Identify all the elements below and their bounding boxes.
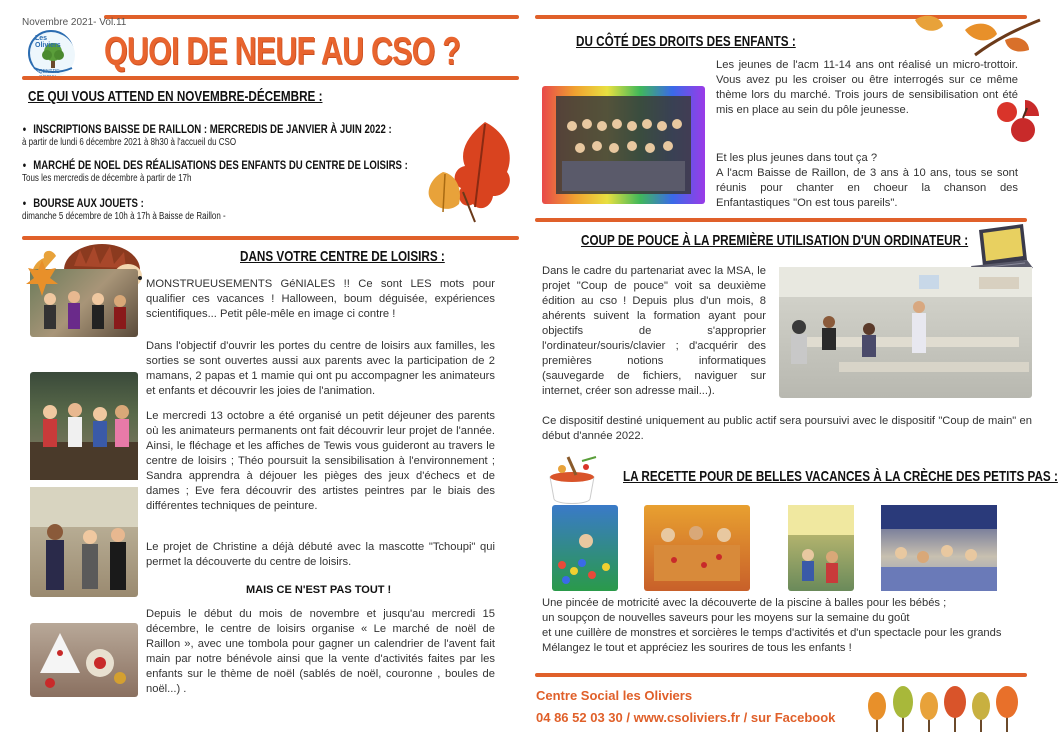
- logo-text: Les Oliviers: [35, 35, 61, 49]
- bullet-icon: •: [22, 196, 27, 210]
- droits-paragraph-1: Les jeunes de l'acm 11-14 ans ont réalisé un micro-trottoir. Vous avez pu les croiser ou être interrogés sur ce même thème lors du marché. Trois jours de sensibilisation ont été mis en place au sein du pôle jeunesse.: [716, 59, 1018, 116]
- loisirs-paragraph-3: Le mercredi 13 octobre a été organisé un petit déjeuner des parents où les animateurs permanents ont fait découvrir leur projet de l'année. Ainsi, le fléchage et les affiches de Tewis vous guideront au travers le centre de loisirs ; Théo poursuit la sensibilisation à l'environnement ; Sandra apprendra à déjouer les pièges des jeux d'échecs et de dames ; Eve fera découvrir des artistes peintres par le biais des différentes techniques de peinture.: [146, 410, 495, 512]
- ball-pool-icon: [552, 505, 618, 591]
- children-rights-photo: [542, 86, 705, 204]
- loisirs-paragraph-5: Depuis le début du mois de novembre et jusqu'au mercredi 15 décembre, le centre de loisirs organise « Le marché de noël de Raillon », avec une tombola pour gagner un calendrier de l'avent fait main par notre bénévole ainsi que la vente d'activités faites par les enfants sur le thème de noël (sablés de noël, couronne , boules de noël...) .: [146, 608, 495, 695]
- tasting-week-photo: [644, 505, 750, 591]
- computer-training-photo: [779, 267, 1032, 398]
- people-group-icon: [30, 487, 138, 597]
- children-table-icon: [644, 505, 750, 591]
- creche-heading: LA RECETTE POUR DE BELLES VACANCES À LA CRÈCHE DES PETITS PAS :: [623, 468, 1058, 485]
- outing-photo: [30, 372, 138, 480]
- creche-line: Une pincée de motricité avec la découverte de la piscine à balles pour les bébés ;: [542, 597, 947, 609]
- agenda-item-title: • MARCHÉ DE NOEL DES RÉALISATIONS DES ENFANTS DU CENTRE DE LOISIRS :: [22, 158, 408, 172]
- footer-organization-name: Centre Social les Oliviers: [536, 688, 693, 703]
- agenda-item-sub: Tous les mercredis de décembre à partir de 17h: [22, 173, 192, 184]
- loisirs-paragraph-2: Dans l'objectif d'ouvrir les portes du centre de loisirs aux familles, les sorties se sont ouvertes aussi aux parents avec la participation de 2 mamans, 2 papas et 1 mamie qui ont pu accompagner les animateurs et enfants et découvrir les joies de l'animation.: [146, 340, 495, 397]
- loisirs-paragraph-1: MONSTRUEUSEMENTS GéNIALES !! Ce sont LES mots pour qualifier ces vacances ! Halloween, boum déguisée, expériences scientifiques... Petit pêle-mêle en image ci contre !: [146, 278, 495, 320]
- top-rule-left: [104, 15, 519, 19]
- creche-line: et une cuillère de monstres et sorcières le temps d'activités et d'un spectacle pour les grands: [542, 627, 1002, 639]
- children-group-icon: [542, 86, 705, 204]
- bullet-icon: •: [22, 122, 27, 136]
- autumn-leaves-icon: [415, 112, 525, 232]
- activity-room-photo: [788, 505, 854, 591]
- agenda-heading: CE QUI VOUS ATTEND EN NOVEMBRE-DÉCEMBRE :: [28, 88, 323, 105]
- creche-text: [542, 596, 1032, 656]
- ordinateur-paragraph-1: Dans le cadre du partenariat avec la MSA, le projet "Coup de pouce" voit sa deuxième édition au cso ! Depuis plus d'un mois, 8 ahérents suivent la formation ayant pour objectifs de s'approprier l'ordinateur/souris/clavier ; d'acquérir des premières notions informatiques (sauvegarde de fichiers, naviguer sur internet, créer son adresse mail...).: [542, 265, 766, 397]
- christmas-crafts-photo: [30, 623, 138, 697]
- footer-rule: [535, 673, 1027, 677]
- section-rule-right: [535, 218, 1027, 222]
- children-group-icon: [30, 372, 138, 480]
- droits-paragraph-2: Et les plus jeunes dans tout ça ?: [716, 152, 878, 164]
- christmas-decorations-icon: [30, 623, 138, 697]
- creche-line: Mélangez le tout et appréciez les sourires de tous les enfants !: [542, 642, 852, 654]
- logo: [28, 30, 74, 76]
- agenda-item-title: • BOURSE AUX JOUETS :: [22, 196, 144, 210]
- droits-paragraph-3: A l'acm Baisse de Raillon, de 3 ans à 10 ans, tous se sont réunis pour chanter en choeur la chanson des Enfantastiques "On est tous pareils".: [716, 167, 1018, 209]
- issue-label: Novembre 2021- Vol.11: [22, 17, 127, 28]
- agenda-item-title: • INSCRIPTIONS BAISSE DE RAILLON : MERCREDIS DE JANVIER À JUIN 2022 :: [22, 122, 392, 136]
- creche-line: un soupçon de nouvelles saveurs pour les moyens sur la semaine du goût: [542, 612, 910, 624]
- classroom-icon: [779, 267, 1032, 398]
- agenda-item-sub: à partir de lundi 6 décembre 2021 à 8h30 à l'accueil du CSO: [22, 137, 237, 148]
- cooking-pot-icon: [542, 455, 612, 510]
- logo-subtext: CENTRE: [39, 69, 60, 75]
- show-photo: [881, 505, 997, 591]
- children-group-icon: [788, 505, 854, 591]
- loisirs-paragraph-4: Le projet de Christine a déjà débuté avec la mascotte "Tchoupi" qui permet la découverte du centre de loisirs.: [146, 541, 495, 568]
- children-group-icon: [881, 505, 997, 591]
- agenda-item-sub: dimanche 5 décembre de 10h à 17h à Baisse de Raillon -: [22, 211, 226, 222]
- maple-leaf-icon: [22, 258, 62, 298]
- page-title: QUOI DE NEUF AU CSO ?: [104, 30, 461, 73]
- footer-contact[interactable]: 04 86 52 03 30 / www.csoliviers.fr / sur Facebook: [536, 710, 836, 725]
- autumn-trees-icon: [864, 686, 1034, 732]
- loisirs-heading: DANS VOTRE CENTRE DE LOISIRS :: [240, 248, 445, 265]
- title-rule: [22, 76, 519, 80]
- droits-heading: DU CÔTÉ DES DROITS DES ENFANTS :: [576, 33, 796, 50]
- ordinateur-heading: COUP DE POUCE À LA PREMIÈRE UTILISATION D'UN ORDINATEUR :: [581, 232, 969, 249]
- agenda-item: [22, 196, 277, 222]
- loisirs-subheading: MAIS CE N'EST PAS TOUT !: [246, 584, 392, 596]
- ball-pool-photo: [552, 505, 618, 591]
- bullet-icon: •: [22, 158, 27, 172]
- parents-breakfast-photo: [30, 487, 138, 597]
- ordinateur-paragraph-2: Ce dispositif destiné uniquement au public actif sera poursuivi avec le dispositif "Coup de main" en début d'année 2022.: [542, 415, 1032, 442]
